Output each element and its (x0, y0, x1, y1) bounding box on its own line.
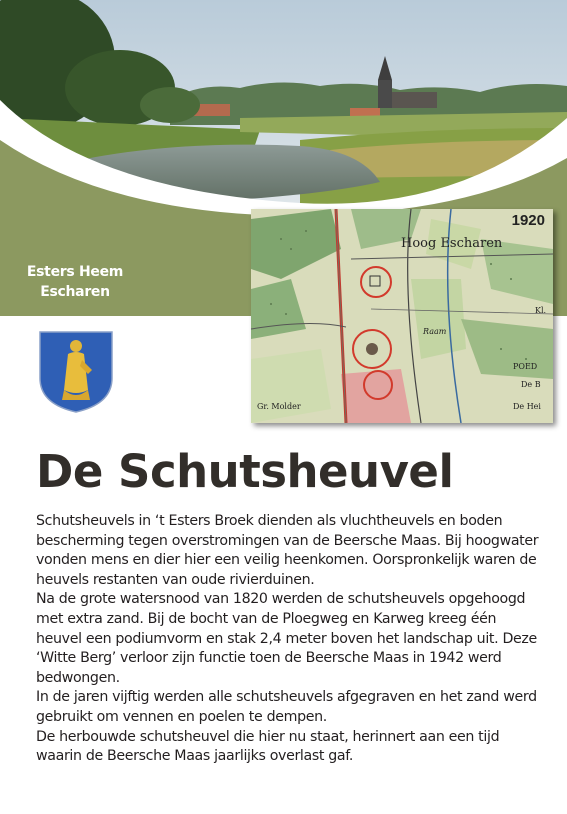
map-label-poed: POED (513, 362, 538, 371)
map-label-de-hei: De Hei (513, 402, 541, 411)
page-title: De Schutsheuvel (36, 445, 454, 498)
map-label-molder: Gr. Molder (257, 402, 301, 411)
article-paragraph: Na de grote watersnood van 1820 werden de schutsheuvels opgehoogd met extra zand. Bij de bocht van de Ploegweg en Karweg kreeg één heuvel een podiumvorm en stak 2,4 meter boven het landschap uit. Deze ‘Witte Berg’ verloor zijn functie toen de Beersche Maas in 1942 werd bedwongen. (36, 591, 537, 686)
map-label-raam: Raam (423, 327, 447, 336)
map-label-de-b: De B (521, 380, 541, 389)
map-label-hoog-escharen: Hoog Escharen (401, 236, 503, 251)
organisation-name-line1: Esters Heem (26, 264, 124, 280)
escharen-coat-of-arms-icon (38, 330, 114, 414)
organisation-name-line2: Escharen (40, 284, 110, 300)
article-body (36, 512, 540, 767)
historic-map-image (251, 209, 553, 423)
map-year: 1920 (511, 212, 545, 229)
historic-map (251, 209, 553, 423)
map-label-kl: Kl. (535, 306, 547, 315)
article-paragraph: Schutsheuvels in ‘t Esters Broek dienden als vluchtheuvels en boden bescherming tegen overstromingen van de Beersche Maas. Bij hoogwater vonden mens en dier hier een veilig heenkomen. Oorspronkelijk waren de heuvels restanten van oude rivierduinen. (36, 513, 539, 588)
article-paragraph: De herbouwde schutsheuvel die hier nu staat, herinnert aan een tijd waarin de Beersche Maas jaarlijks overlast gaf. (36, 728, 500, 765)
article-paragraph: In de jaren vijftig werden alle schutsheuvels afgegraven en het zand werd gebruikt om vennen en poelen te dempen. (36, 689, 537, 725)
organisation-name (0, 262, 150, 302)
